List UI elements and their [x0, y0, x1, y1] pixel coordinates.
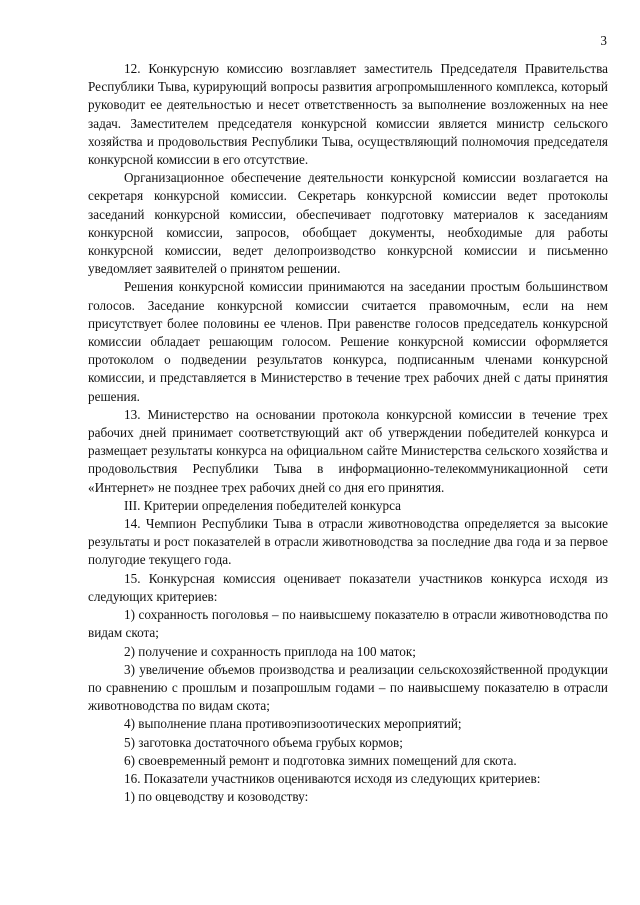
paragraph-14: 14. Чемпион Республики Тыва в отрасли животноводства определяется за высокие результаты и рост показателей в отрасли животноводства за последние два года и за первое полугодие текущего года.	[88, 516, 608, 568]
paragraph-16: 16. Показатели участников оцениваются исходя из следующих критериев:	[124, 770, 541, 786]
criterion-item: 3) увеличение объемов производства и реализации сельскохозяйственной продукции по сравнению с прошлым и позапрошлым годами – по наивысшему показателю в отрасли животноводства по видам скота;	[88, 661, 608, 714]
paragraph-13: 13. Министерство на основании протокола конкурсной комиссии в течение трех рабочих дней принимает соответствующий акт об утверждении победителей конкурса и размещает результаты конкурса на официальном сайте Министерства сельского хозяйства и продовольствия Республики Тыва в информационно-телекоммуникационной сети «Интернет» не позднее трех рабочих дней со дня его принятия.	[88, 406, 608, 495]
paragraph-decisions: Решения конкурсной комиссии принимаются на заседании простым большинством голосов. Заседание конкурсной комиссии считается правомочным, если на нем присутствует более половины ее членов. При равенстве голосов председатель конкурсной комиссии обладает решающим голосом. Решение конкурсной комиссии оформляется протоколом о подведении результатов конкурса, подписанным членами конкурсной комиссии, и представляется в Министерство в течение трех рабочих дней с даты принятия решения.	[88, 279, 608, 404]
criterion-item: 6) своевременный ремонт и подготовка зимних помещений для скота.	[124, 752, 517, 768]
sub-item-sheep-goat: 1) по овцеводству и козоводству:	[124, 789, 309, 805]
criterion-item: 2) получение и сохранность приплода на 100 маток;	[124, 643, 416, 659]
paragraph-15: 15. Конкурсная комиссия оценивает показатели участников конкурса исходя из следующих критериев:	[88, 570, 608, 604]
document-body	[88, 60, 608, 806]
paragraph-12: 12. Конкурсную комиссию возглавляет заместитель Председателя Правительства Республики Тыва, курирующий вопросы развития агропромышленного комплекса, который руководит ее деятельностью и несет ответственность за выполнение возложенных на нее задач. Заместителем председателя конкурсной комиссии является министр сельского хозяйства и продовольствия Республики Тыва, осуществляющий полномочия председателя конкурсной комиссии в его отсутствие.	[88, 61, 608, 168]
criterion-item: 4) выполнение плана противоэпизоотических мероприятий;	[124, 716, 462, 732]
section-heading: III. Критерии определения победителей конкурса	[124, 497, 401, 513]
criterion-item: 1) сохранность поголовья – по наивысшему показателю в отрасли животноводства по видам скота;	[88, 607, 608, 641]
paragraph-secretary: Организационное обеспечение деятельности конкурсной комиссии возлагается на секретаря конкурсной комиссии. Секретарь конкурсной комиссии ведет протоколы заседаний конкурсной комиссии, обеспечивает подготовку материалов к заседаниям конкурсной комиссии, запросов, обобщает документы, необходимые для работы конкурсной комиссии, ведет делопроизводство конкурсной комиссии и письменно уведомляет заявителей о принятом решении.	[88, 170, 608, 277]
criterion-item: 5) заготовка достаточного объема грубых кормов;	[124, 734, 403, 750]
page-number: 3	[600, 33, 607, 48]
